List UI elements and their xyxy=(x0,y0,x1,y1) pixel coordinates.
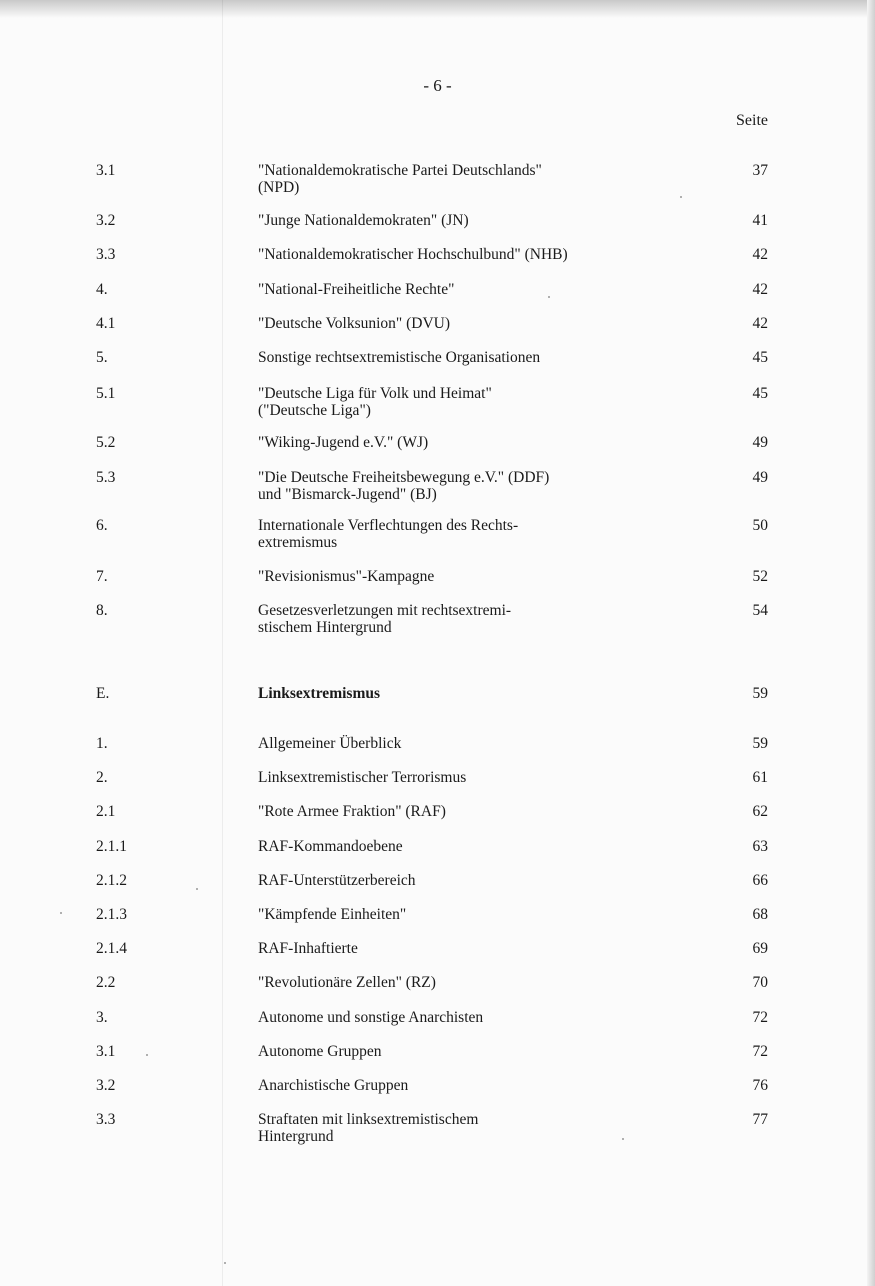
toc-entry-title: "Nationaldemokratische Partei Deutschlands" (NPD) xyxy=(258,162,542,196)
scan-speck xyxy=(224,1262,226,1264)
scan-speck xyxy=(146,1054,148,1056)
toc-entry-page: 41 xyxy=(752,212,768,229)
toc-entry-page: 54 xyxy=(752,602,768,619)
toc-entry-page: 62 xyxy=(752,803,768,820)
toc-entry-title: Linksextremistischer Terrorismus xyxy=(258,769,467,786)
toc-entry-title: "Deutsche Liga für Volk und Heimat" ("Deutsche Liga") xyxy=(258,385,492,419)
toc-entry-title: "National-Freiheitliche Rechte" xyxy=(258,281,455,298)
toc-entry-page: 37 xyxy=(752,162,768,179)
toc-entry-number: 5.2 xyxy=(96,434,116,451)
toc-entry-title: Allgemeiner Überblick xyxy=(258,735,402,752)
toc-entry-title: Sonstige rechtsextremistische Organisationen xyxy=(258,349,541,366)
scan-speck xyxy=(548,296,550,298)
toc-entry-page: 63 xyxy=(752,838,768,855)
toc-entry-page: 42 xyxy=(752,246,768,263)
scan-speck xyxy=(60,912,62,914)
toc-entry-number: 5. xyxy=(96,349,108,366)
scan-fold-line xyxy=(222,0,223,1286)
toc-entry-page: 42 xyxy=(752,281,768,298)
toc-entry-number: 3.1 xyxy=(96,1043,116,1060)
toc-entry-number: 2.1.1 xyxy=(96,838,127,855)
toc-entry-title: "Wiking-Jugend e.V." (WJ) xyxy=(258,434,429,451)
toc-entry-page: 49 xyxy=(752,434,768,451)
toc-entry-title: RAF-Unterstützerbereich xyxy=(258,872,416,889)
toc-entry-number: 6. xyxy=(96,517,108,534)
toc-entry-number: 2.1.2 xyxy=(96,872,127,889)
toc-entry-page: 49 xyxy=(752,469,768,486)
toc-entry-page: 42 xyxy=(752,315,768,332)
scan-speck xyxy=(680,196,682,198)
toc-entry-page: 72 xyxy=(752,1043,768,1060)
toc-entry-title: "Revisionismus"-Kampagne xyxy=(258,568,435,585)
toc-entry-page: 70 xyxy=(752,974,768,991)
toc-entry-number: 3. xyxy=(96,1009,108,1026)
toc-entry-title: Autonome und sonstige Anarchisten xyxy=(258,1009,484,1026)
toc-entry-title: "Kämpfende Einheiten" xyxy=(258,906,407,923)
toc-entry-number: 8. xyxy=(96,602,108,619)
toc-entry-number: E. xyxy=(96,685,110,702)
toc-entry-number: 7. xyxy=(96,568,108,585)
toc-entry-number: 2.1.4 xyxy=(96,940,127,957)
toc-entry-page: 69 xyxy=(752,940,768,957)
toc-entry-title: Linksextremismus xyxy=(258,685,381,702)
scan-top-shadow xyxy=(0,0,875,18)
toc-entry-title: Gesetzesverletzungen mit rechtsextremi- stischem Hintergrund xyxy=(258,602,512,636)
toc-entry-number: 3.2 xyxy=(96,1077,116,1094)
toc-entry-number: 2.1 xyxy=(96,803,116,820)
toc-entry-title: Internationale Verflechtungen des Rechts- extremismus xyxy=(258,517,519,551)
toc-entry-page: 45 xyxy=(752,349,768,366)
toc-entry-title: Autonome Gruppen xyxy=(258,1043,382,1060)
toc-entry-title: "Rote Armee Fraktion" (RAF) xyxy=(258,803,446,820)
toc-entry-page: 45 xyxy=(752,385,768,402)
toc-entry-title: RAF-Kommandoebene xyxy=(258,838,403,855)
toc-entry-title: "Junge Nationaldemokraten" (JN) xyxy=(258,212,469,229)
toc-entry-number: 3.1 xyxy=(96,162,116,179)
toc-entry-page: 76 xyxy=(752,1077,768,1094)
scan-speck xyxy=(196,888,198,890)
toc-entry-number: 1. xyxy=(96,735,108,752)
toc-entry-title: "Deutsche Volksunion" (DVU) xyxy=(258,315,451,332)
toc-entry-number: 2.2 xyxy=(96,974,116,991)
page-number: - 6 - xyxy=(423,76,452,95)
toc-entry-number: 3.3 xyxy=(96,246,116,263)
toc-entry-page: 59 xyxy=(752,685,768,702)
toc-entry-number: 5.3 xyxy=(96,469,116,486)
toc-entry-number: 2.1.3 xyxy=(96,906,127,923)
toc-entry-page: 59 xyxy=(752,735,768,752)
toc-entry-number: 3.2 xyxy=(96,212,116,229)
toc-entry-number: 5.1 xyxy=(96,385,116,402)
toc-entry-title: "Revolutionäre Zellen" (RZ) xyxy=(258,974,436,991)
toc-entry-title: "Nationaldemokratischer Hochschulbund" (NHB) xyxy=(258,246,568,263)
toc-entry-number: 4.1 xyxy=(96,315,116,332)
toc-entry-page: 72 xyxy=(752,1009,768,1026)
scan-right-edge xyxy=(867,0,875,1286)
toc-entry-number: 2. xyxy=(96,769,108,786)
scan-speck xyxy=(622,1138,624,1140)
toc-entry-title: Anarchistische Gruppen xyxy=(258,1077,409,1094)
toc-entry-title: "Die Deutsche Freiheitsbewegung e.V." (DDF) und "Bismarck-Jugend" (BJ) xyxy=(258,469,550,503)
toc-entry-page: 68 xyxy=(752,906,768,923)
toc-entry-page: 61 xyxy=(752,769,768,786)
toc-entry-page: 77 xyxy=(752,1111,768,1128)
toc-entry-title: Straftaten mit linksextremistischem Hintergrund xyxy=(258,1111,479,1145)
toc-entry-page: 52 xyxy=(752,568,768,585)
toc-entry-number: 3.3 xyxy=(96,1111,116,1128)
toc-entry-number: 4. xyxy=(96,281,108,298)
page-column-heading: Seite xyxy=(736,112,768,129)
toc-entry-page: 50 xyxy=(752,517,768,534)
toc-entry-title: RAF-Inhaftierte xyxy=(258,940,358,957)
toc-entry-page: 66 xyxy=(752,872,768,889)
